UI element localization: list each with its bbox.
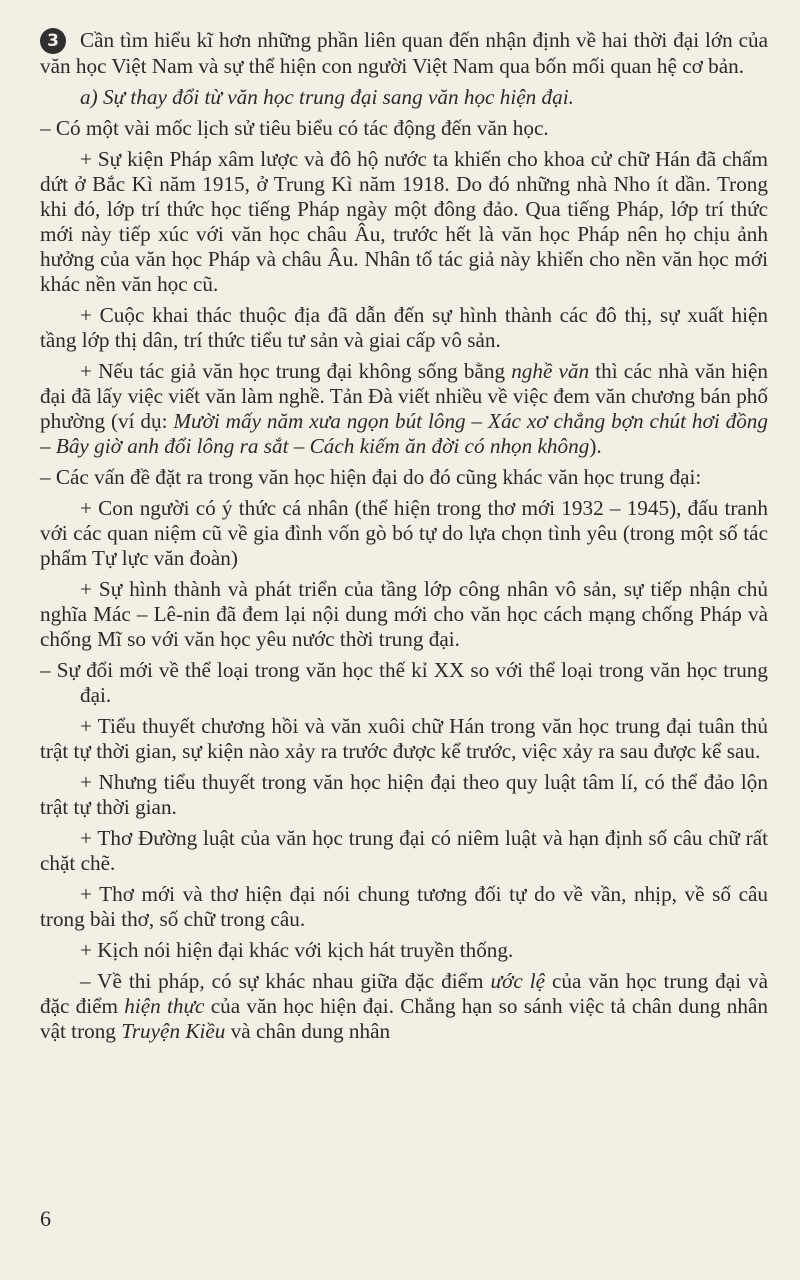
plus-item: + Tiểu thuyết chương hồi và văn xuôi chữ Hán trong văn học trung đại tuân thủ trật tự thời gian, sự kiện nào xảy ra trước được kể trước, việc xảy ra sau được kể sau. [40,714,768,763]
dash-item-poetics: – Về thi pháp, có sự khác nhau giữa đặc điểm ước lệ của văn học trung đại và đặc điểm hiện thực của văn học hiện đại. Chẳng hạn so sánh việc tả chân dung nhân vật trong Truyện Kiều và chân dung nhân [40,969,768,1043]
plus-item: + Sự hình thành và phát triển của tầng lớp công nhân vô sản, sự tiếp nhận chủ nghĩa Mác – Lê-nin đã đem lại nội dung mới cho văn học cách mạng chống Pháp và chống Mĩ so với văn học yêu nước thời trung đại. [40,577,768,651]
plus-item: + Nhưng tiểu thuyết trong văn học hiện đại theo quy luật tâm lí, có thể đảo lộn trật tự thời gian. [40,770,768,819]
exercise-number-badge: 3 [40,28,66,54]
plus-item: + Cuộc khai thác thuộc địa đã dẫn đến sự hình thành các đô thị, sự xuất hiện tầng lớp thị dân, trí thức tiểu tư sản và giai cấp vô sản. [40,303,768,352]
exercise-intro: 3 Cần tìm hiểu kĩ hơn những phần liên quan đến nhận định về hai thời đại lớn của văn học Việt Nam và sự thể hiện con người Việt Nam qua bốn mối quan hệ cơ bản. [40,28,768,78]
plus-item: + Thơ mới và thơ hiện đại nói chung tương đối tự do về vần, nhịp, về số câu trong bài thơ, số chữ trong câu. [40,882,768,931]
plus-item: + Thơ Đường luật của văn học trung đại có niêm luật và hạn định số câu chữ rất chặt chẽ. [40,826,768,875]
plus-item-tan-da: + Nếu tác giả văn học trung đại không sống bằng nghề văn thì các nhà văn hiện đại đã lấy việc viết văn làm nghề. Tản Đà viết nhiều về việc đem văn chương bán phố phường (ví dụ: Mười mấy năm xưa ngọn bút lông – Xác xơ chẳng bợn chút hơi đồng – Bây giờ anh đổi lông ra sắt – Cách kiếm ăn đời có nhọn không). [40,359,768,458]
page-body [40,28,768,1050]
dash-item: – Sự đổi mới về thể loại trong văn học thế kỉ XX so với thể loại trong văn học trung đại. [40,658,768,707]
dash-item: – Các vấn đề đặt ra trong văn học hiện đại do đó cũng khác văn học trung đại: [40,465,702,489]
plus-item: + Kịch nói hiện đại khác với kịch hát truyền thống. [80,938,514,962]
section-heading: a) Sự thay đổi từ văn học trung đại sang văn học hiện đại. [80,85,574,109]
dash-item: – Có một vài mốc lịch sử tiêu biểu có tác động đến văn học. [40,116,549,140]
plus-item: + Sự kiện Pháp xâm lược và đô hộ nước ta khiến cho khoa cử chữ Hán đã chấm dứt ở Bắc Kì năm 1915, ở Trung Kì năm 1918. Do đó những nhà Nho ít dần. Trong khi đó, lớp trí thức học tiếng Pháp ngày một đông đảo. Qua tiếng Pháp, lớp trí thức mới này tiếp xúc với văn học châu Âu, trước hết là văn học Pháp nên họ chịu ảnh hưởng của văn học Pháp và châu Âu. Nhân tố tác giả này khiến cho nền văn học mới khác nền văn học cũ. [40,147,768,296]
page-number: 6 [40,1206,51,1231]
plus-item: + Con người có ý thức cá nhân (thể hiện trong thơ mới 1932 – 1945), đấu tranh với các quan niệm cũ về gia đình vốn gò bó tự do lựa chọn tình yêu (trong một số tác phẩm Tự lực văn đoàn) [40,496,768,570]
